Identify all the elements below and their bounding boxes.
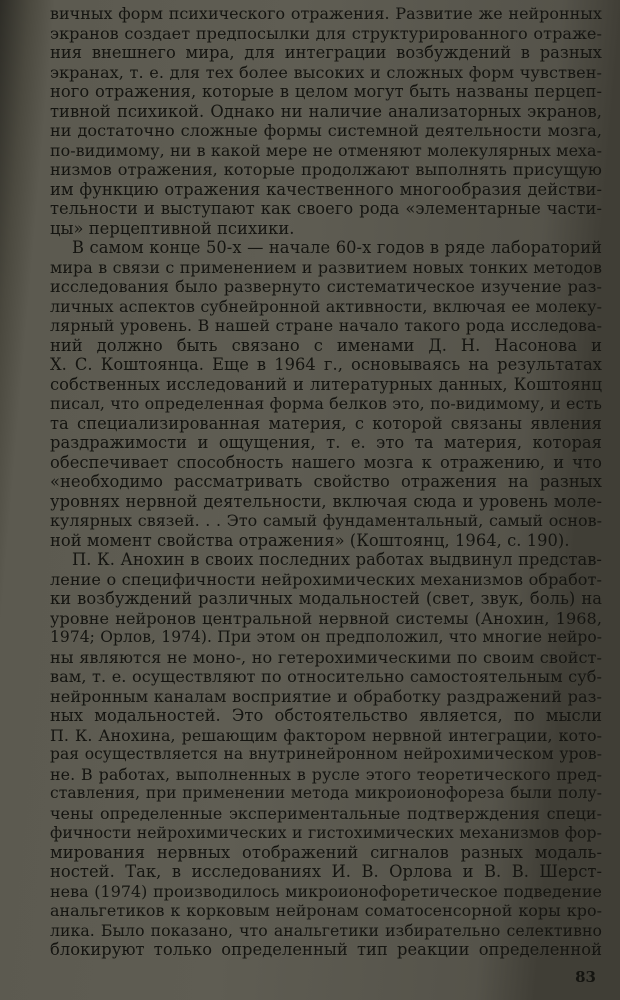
text-line: экранах, т. е. для тех более высоких и сложных форм чувствен- [50,62,602,82]
text-line: мира в связи с применением и развитием новых тонких методов [50,257,602,277]
page-number: 83 [575,968,596,986]
text-line: им функцию отражения качественного многообразия действи- [50,179,602,199]
text-line: уровнях нервной деятельности, включая сюда и уровень моле- [50,491,602,511]
text-line: та специализированная материя, с которой связаны явления [50,413,602,433]
text-line: П. К. Анохин в своих последних работах выдвинул представ- [72,550,602,569]
text-line: мирования нервных отображений сигналов разных модаль- [50,842,602,862]
text-line: ки возбуждений различных модальностей (свет, звук, боль) на [50,589,602,608]
text-line: экранов создает предпосылки для структурированного отраже- [50,23,602,43]
text-line: ных модальностей. Это обстоятельство является, по мысли [50,706,602,725]
text-line: вам, т. е. осуществляют по относительно самостоятельным суб- [50,667,602,686]
text-line: ностей. Так, в исследованиях И. В. Орлова и В. В. Шерст- [50,862,602,881]
text-line: лика. Было показано, что анальгетики избирательно селективно [50,920,602,940]
text-line: по-видимому, ни в какой мере не отменяют молекулярных меха- [50,140,602,160]
text-line: ставления, при применении метода микроионофореза были полу- [50,784,602,802]
paragraph [50,550,602,960]
text-line: ния внешнего мира, для интеграции возбуждений в разных [50,43,602,62]
text-line: нейронным каналам восприятие и обработку раздражений раз- [50,686,602,706]
text-line: уровне нейронов центральной нервной системы (Анохин, 1968, [50,608,602,628]
text-line: нева (1974) производилось микроионофоретическое подведение [50,881,602,901]
text-line: П. К. Анохина, решающим фактором нервной интеграции, кото- [50,725,602,745]
text-line: ного отражения, которые в целом могут быть названы перцеп- [50,82,602,101]
text-line: тивной психикой. Однако ни наличие анализаторных экранов, [50,101,602,121]
paragraph [50,238,602,550]
text-line: кулярных связей. . . Это самый фундаментальный, самый основ- [50,511,602,530]
body-text [50,4,602,960]
paragraph [50,4,602,238]
text-line: исследования было развернуто систематическое изучение раз- [50,277,602,296]
text-line: анальгетиков к корковым нейронам соматосенсорной коры кро- [50,901,602,920]
text-line: ни достаточно сложные формы системной деятельности мозга, [50,121,602,140]
text-line: тельности и выступают как своего рода «элементарные части- [50,199,602,218]
text-line: Х. С. Коштоянца. Еще в 1964 г., основываясь на результатах [50,355,602,374]
text-line: ной момент свойства отражения» (Коштоянц, 1964, с. 190). [50,530,570,550]
text-line: В самом конце 50-х — начале 60-х годов в ряде лабораторий [72,238,602,257]
text-line: низмов отражения, которые продолжают выполнять присущую [50,160,602,179]
text-line: ны являются не моно-, но гетерохимическими по своим свойст- [50,647,602,667]
text-line: вичных форм психического отражения. Развитие же нейронных [50,4,602,23]
text-line: блокируют только определенный тип реакции определенной [50,940,602,959]
text-line: раздражимости и ощущения, т. е. это та материя, которая [50,433,602,452]
text-line: рая осуществляется на внутринейронном нейрохимическом уров- [50,745,602,763]
text-line: 1974; Орлов, 1974). При этом он предположил, что многие нейро- [50,628,602,646]
text-line: цы» перцептивной психики. [50,218,295,238]
text-line: ний должно быть связано с именами Д. Н. Насонова и [50,335,602,355]
text-line: обеспечивает способность нашего мозга к отражению, и что [50,452,602,472]
text-line: не. В работах, выполненных в русле этого теоретического пред- [50,764,602,784]
text-line: чены определенные экспериментальные подтверждения специ- [50,803,602,823]
text-line: фичности нейрохимических и гистохимических механизмов фор- [50,823,602,842]
text-line: собственных исследований и литературных данных, Коштоянц [50,374,602,394]
text-line: личных аспектов субнейронной активности, включая ее молеку- [50,296,602,316]
text-line: ление о специфичности нейрохимических механизмов обработ- [50,569,602,589]
text-line: «необходимо рассматривать свойство отражения на разных [50,472,602,491]
text-line: писал, что определенная форма белков это, по-видимому, и есть [50,394,602,413]
text-line: лярный уровень. В нашей стране начало такого рода исследова- [50,316,602,335]
